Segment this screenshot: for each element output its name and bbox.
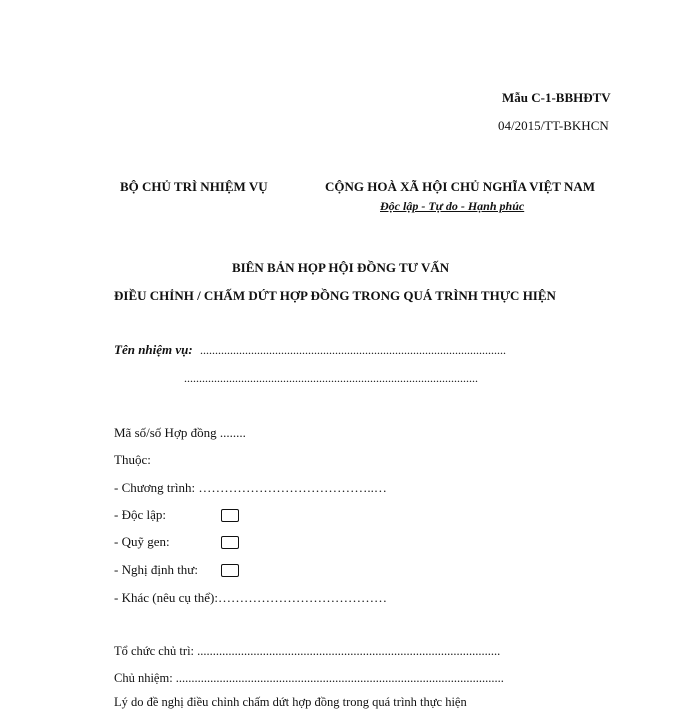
- program-line: - Chương trình: …………………………………..…: [114, 480, 387, 495]
- contract-number: Mã số/số Hợp đồng ........: [114, 425, 246, 440]
- protocol-checkbox[interactable]: [221, 564, 239, 577]
- partial-cut-line: Lý do đề nghị điều chỉnh chấm dứt hợp đồng trong quá trình thực hiện: [114, 695, 467, 709]
- host-organization-line: Tổ chức chủ trì: .................................................................................................: [114, 644, 501, 658]
- form-code: Mẫu C-1-BBHĐTV: [502, 90, 611, 105]
- task-name-dots-1: ......................................................................................................: [200, 343, 506, 357]
- ministry-heading: BỘ CHỦ TRÌ NHIỆM VỤ: [120, 179, 268, 194]
- independent-checkbox[interactable]: [221, 509, 239, 522]
- independent-label: - Độc lập:: [114, 507, 166, 522]
- gene-fund-label: - Quỹ gen:: [114, 534, 170, 549]
- leader-line: Chủ nhiệm: .........................................................................................................: [114, 671, 504, 685]
- republic-heading: CỘNG HOÀ XÃ HỘI CHỦ NGHĨA VIỆT NAM: [325, 179, 596, 194]
- task-name-dots-2: ..................................................................................................: [184, 371, 478, 385]
- page-title: BIÊN BẢN HỌP HỘI ĐỒNG TƯ VẤN: [232, 260, 450, 275]
- gene-fund-checkbox[interactable]: [221, 536, 239, 549]
- circular-number: 04/2015/TT-BKHCN: [498, 118, 609, 133]
- motto: Độc lập - Tự do - Hạnh phúc: [380, 199, 525, 213]
- belongs-to-label: Thuộc:: [114, 452, 151, 467]
- protocol-label: - Nghị định thư:: [114, 562, 198, 577]
- other-line: - Khác (nêu cụ thể):…………………………………: [114, 590, 387, 605]
- page-subtitle: ĐIỀU CHỈNH / CHẤM DỨT HỢP ĐỒNG TRONG QUÁ TRÌNH THỰC HIỆN: [114, 288, 556, 303]
- task-name-label: Tên nhiệm vụ:: [114, 342, 193, 357]
